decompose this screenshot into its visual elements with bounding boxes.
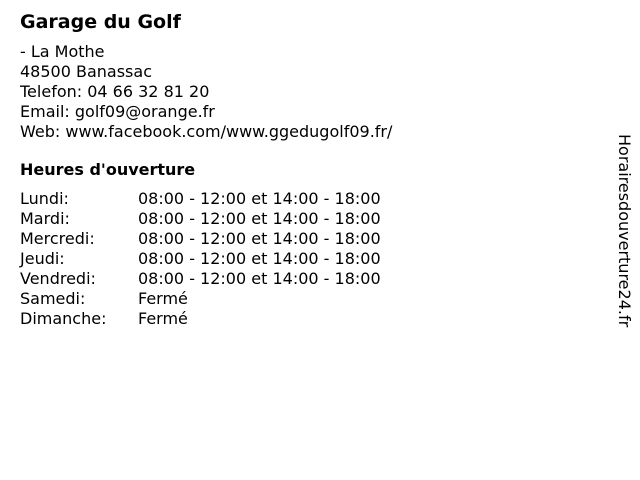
hours-time: 08:00 - 12:00 et 14:00 - 18:00 — [138, 249, 381, 268]
hours-row-tuesday — [20, 209, 590, 229]
hours-day: Dimanche: — [20, 309, 107, 328]
hours-time: 08:00 - 12:00 et 14:00 - 18:00 — [138, 269, 381, 288]
business-name: Garage du Golf — [20, 11, 181, 33]
hours-row-sunday — [20, 309, 590, 329]
hours-day: Lundi: — [20, 189, 69, 208]
email-address[interactable]: golf09@orange.fr — [74, 102, 215, 121]
email-label: Email: — [20, 102, 70, 121]
hours-time: 08:00 - 12:00 et 14:00 - 18:00 — [138, 189, 381, 208]
address-line-street: - La Mothe — [20, 42, 105, 61]
hours-day: Mardi: — [20, 209, 70, 228]
hours-day: Samedi: — [20, 289, 86, 308]
hours-row-saturday — [20, 289, 590, 309]
hours-row-monday — [20, 189, 590, 209]
address-line-city: 48500 Banassac — [20, 62, 152, 81]
site-watermark: Horairesdouverture24.fr — [615, 134, 634, 328]
hours-table — [20, 189, 590, 329]
address-block — [20, 42, 590, 142]
email-line — [20, 102, 590, 122]
hours-day: Vendredi: — [20, 269, 96, 288]
phone-line — [20, 82, 590, 102]
hours-day: Mercredi: — [20, 229, 95, 248]
web-link[interactable]: www.facebook.com/www.ggedugolf09.fr/ — [65, 122, 393, 141]
hours-time: Fermé — [138, 309, 188, 328]
phone-number[interactable]: 04 66 32 81 20 — [87, 82, 210, 101]
hours-row-wednesday — [20, 229, 590, 249]
hours-day: Jeudi: — [20, 249, 65, 268]
hours-row-friday — [20, 269, 590, 289]
web-line — [20, 122, 590, 142]
business-card — [20, 10, 590, 329]
hours-time: 08:00 - 12:00 et 14:00 - 18:00 — [138, 209, 381, 228]
hours-heading: Heures d'ouverture — [20, 160, 196, 179]
web-label: Web: — [20, 122, 61, 141]
phone-label: Telefon: — [20, 82, 83, 101]
hours-time: Fermé — [138, 289, 188, 308]
hours-time: 08:00 - 12:00 et 14:00 - 18:00 — [138, 229, 381, 248]
hours-row-thursday — [20, 249, 590, 269]
